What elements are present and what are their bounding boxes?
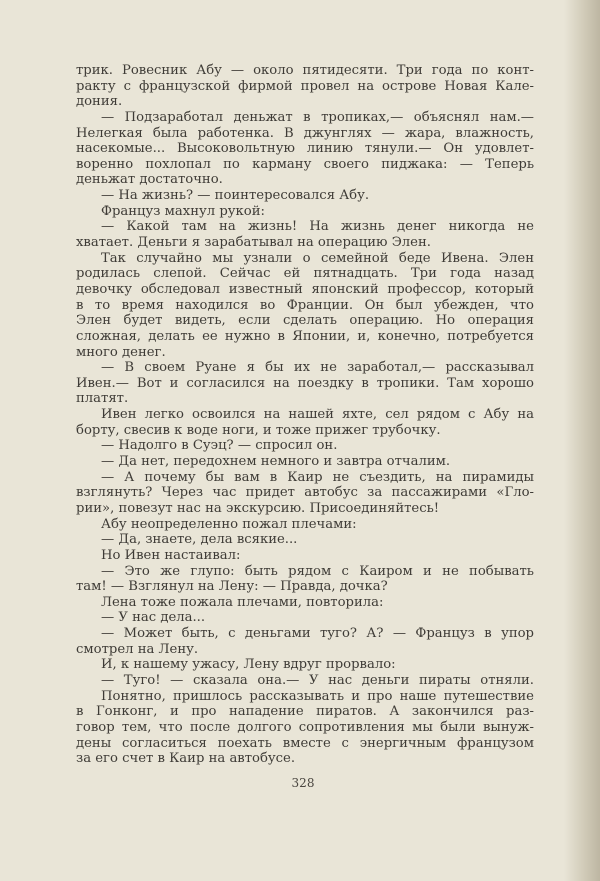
text-line: Элен будет видеть, если сделать операцию. Но операция <box>76 313 534 329</box>
text-line: за его счет в Каир на автобусе. <box>76 751 296 767</box>
text-line: сложная, делать ее нужно в Японии, и, конечно, потребуется <box>76 328 534 344</box>
text-line: трик. Ровесник Абу — около пятидесяти. Три года по конт- <box>76 63 534 78</box>
text-line: — Да нет, передохнем немного и завтра отчалим. <box>101 454 451 470</box>
text-line: взглянуть? Через час придет автобус за пассажирами «Гло- <box>76 485 534 501</box>
text-line: девочку обследовал известный японский профессор, который <box>76 281 534 297</box>
text-line: — На жизнь? — поинтересовался Абу. <box>101 188 370 204</box>
text-line: Француз махнул рукой: <box>101 203 265 219</box>
text-line: родилась слепой. Сейчас ей пятнадцать. Три года назад <box>76 266 534 282</box>
text-line: дония. <box>76 94 123 110</box>
page-text <box>76 63 534 767</box>
text-line: — Да, знаете, дела всякие... <box>101 532 298 548</box>
text-line: борту, свесив к воде ноги, и тоже прижег трубочку. <box>76 422 441 438</box>
text-line: деньжат достаточно. <box>76 172 223 188</box>
text-line: Лена тоже пожала плечами, повторила: <box>101 594 384 610</box>
text-line: — В своем Руане я бы их не заработал,— рассказывал <box>101 360 534 376</box>
text-line: — Это же глупо: быть рядом с Каиром и не побывать <box>101 563 534 579</box>
text-line: Ивен легко освоился на нашей яхте, сел рядом с Абу на <box>101 407 534 423</box>
text-line: говор тем, что после долгого сопротивления мы были вынуж- <box>76 719 534 735</box>
text-line: Ивен.— Вот и согласился на поездку в тропики. Там хорошо <box>76 375 534 391</box>
page-edge-shadow <box>564 0 600 881</box>
text-line: — У нас дела... <box>101 610 206 626</box>
text-line: Понятно, пришлось рассказывать и про наше путешествие <box>101 688 534 704</box>
text-line: Абу неопределенно пожал плечами: <box>101 516 357 532</box>
text-line: насекомые... Высоковольтную линию тянули.— Он удовлет- <box>76 141 534 157</box>
text-line: много денег. <box>76 344 166 360</box>
text-line: — Какой там на жизнь! На жизнь денег никогда не <box>101 219 534 235</box>
text-line: в Гонконг, и про нападение пиратов. А закончился раз- <box>76 704 534 720</box>
text-line: смотрел на Лену. <box>76 641 199 657</box>
text-line: И, к нашему ужасу, Лену вдруг прорвало: <box>101 657 396 673</box>
text-line: — Подзаработал деньжат в тропиках,— объяснял нам.— <box>101 109 534 125</box>
text-line: — Может быть, с деньгами туго? А? — Француз в упор <box>101 626 534 642</box>
text-line: Так случайно мы узнали о семейной беде Ивена. Элен <box>101 250 534 266</box>
text-line: воренно похлопал по карману своего пиджака: — Теперь <box>76 156 534 172</box>
text-line: там! — Взглянул на Лену: — Правда, дочка? <box>76 579 388 595</box>
text-line: хватает. Деньги я зарабатывал на операцию Элен. <box>76 235 431 251</box>
text-line: Но Ивен настаивал: <box>101 547 241 563</box>
text-line: ракту с французской фирмой провел на острове Новая Кале- <box>76 78 534 94</box>
text-line: Нелегкая была работенка. В джунглях — жара, влажность, <box>76 125 534 141</box>
page-number: 328 <box>291 776 315 790</box>
text-line: — Туго! — сказала она.— У нас деньги пираты отняли. <box>101 672 534 688</box>
text-line: платят. <box>76 391 129 407</box>
text-line: в то время находился во Франции. Он был убежден, что <box>76 297 534 313</box>
text-line: рии», повезут нас на экскурсию. Присоединяйтесь! <box>76 500 440 516</box>
text-line: — А почему бы вам в Каир не съездить, на пирамиды <box>101 469 534 485</box>
text-line: дены согласиться поехать вместе с энергичным французом <box>76 735 534 751</box>
text-line: — Надолго в Суэц? — спросил он. <box>101 438 338 454</box>
